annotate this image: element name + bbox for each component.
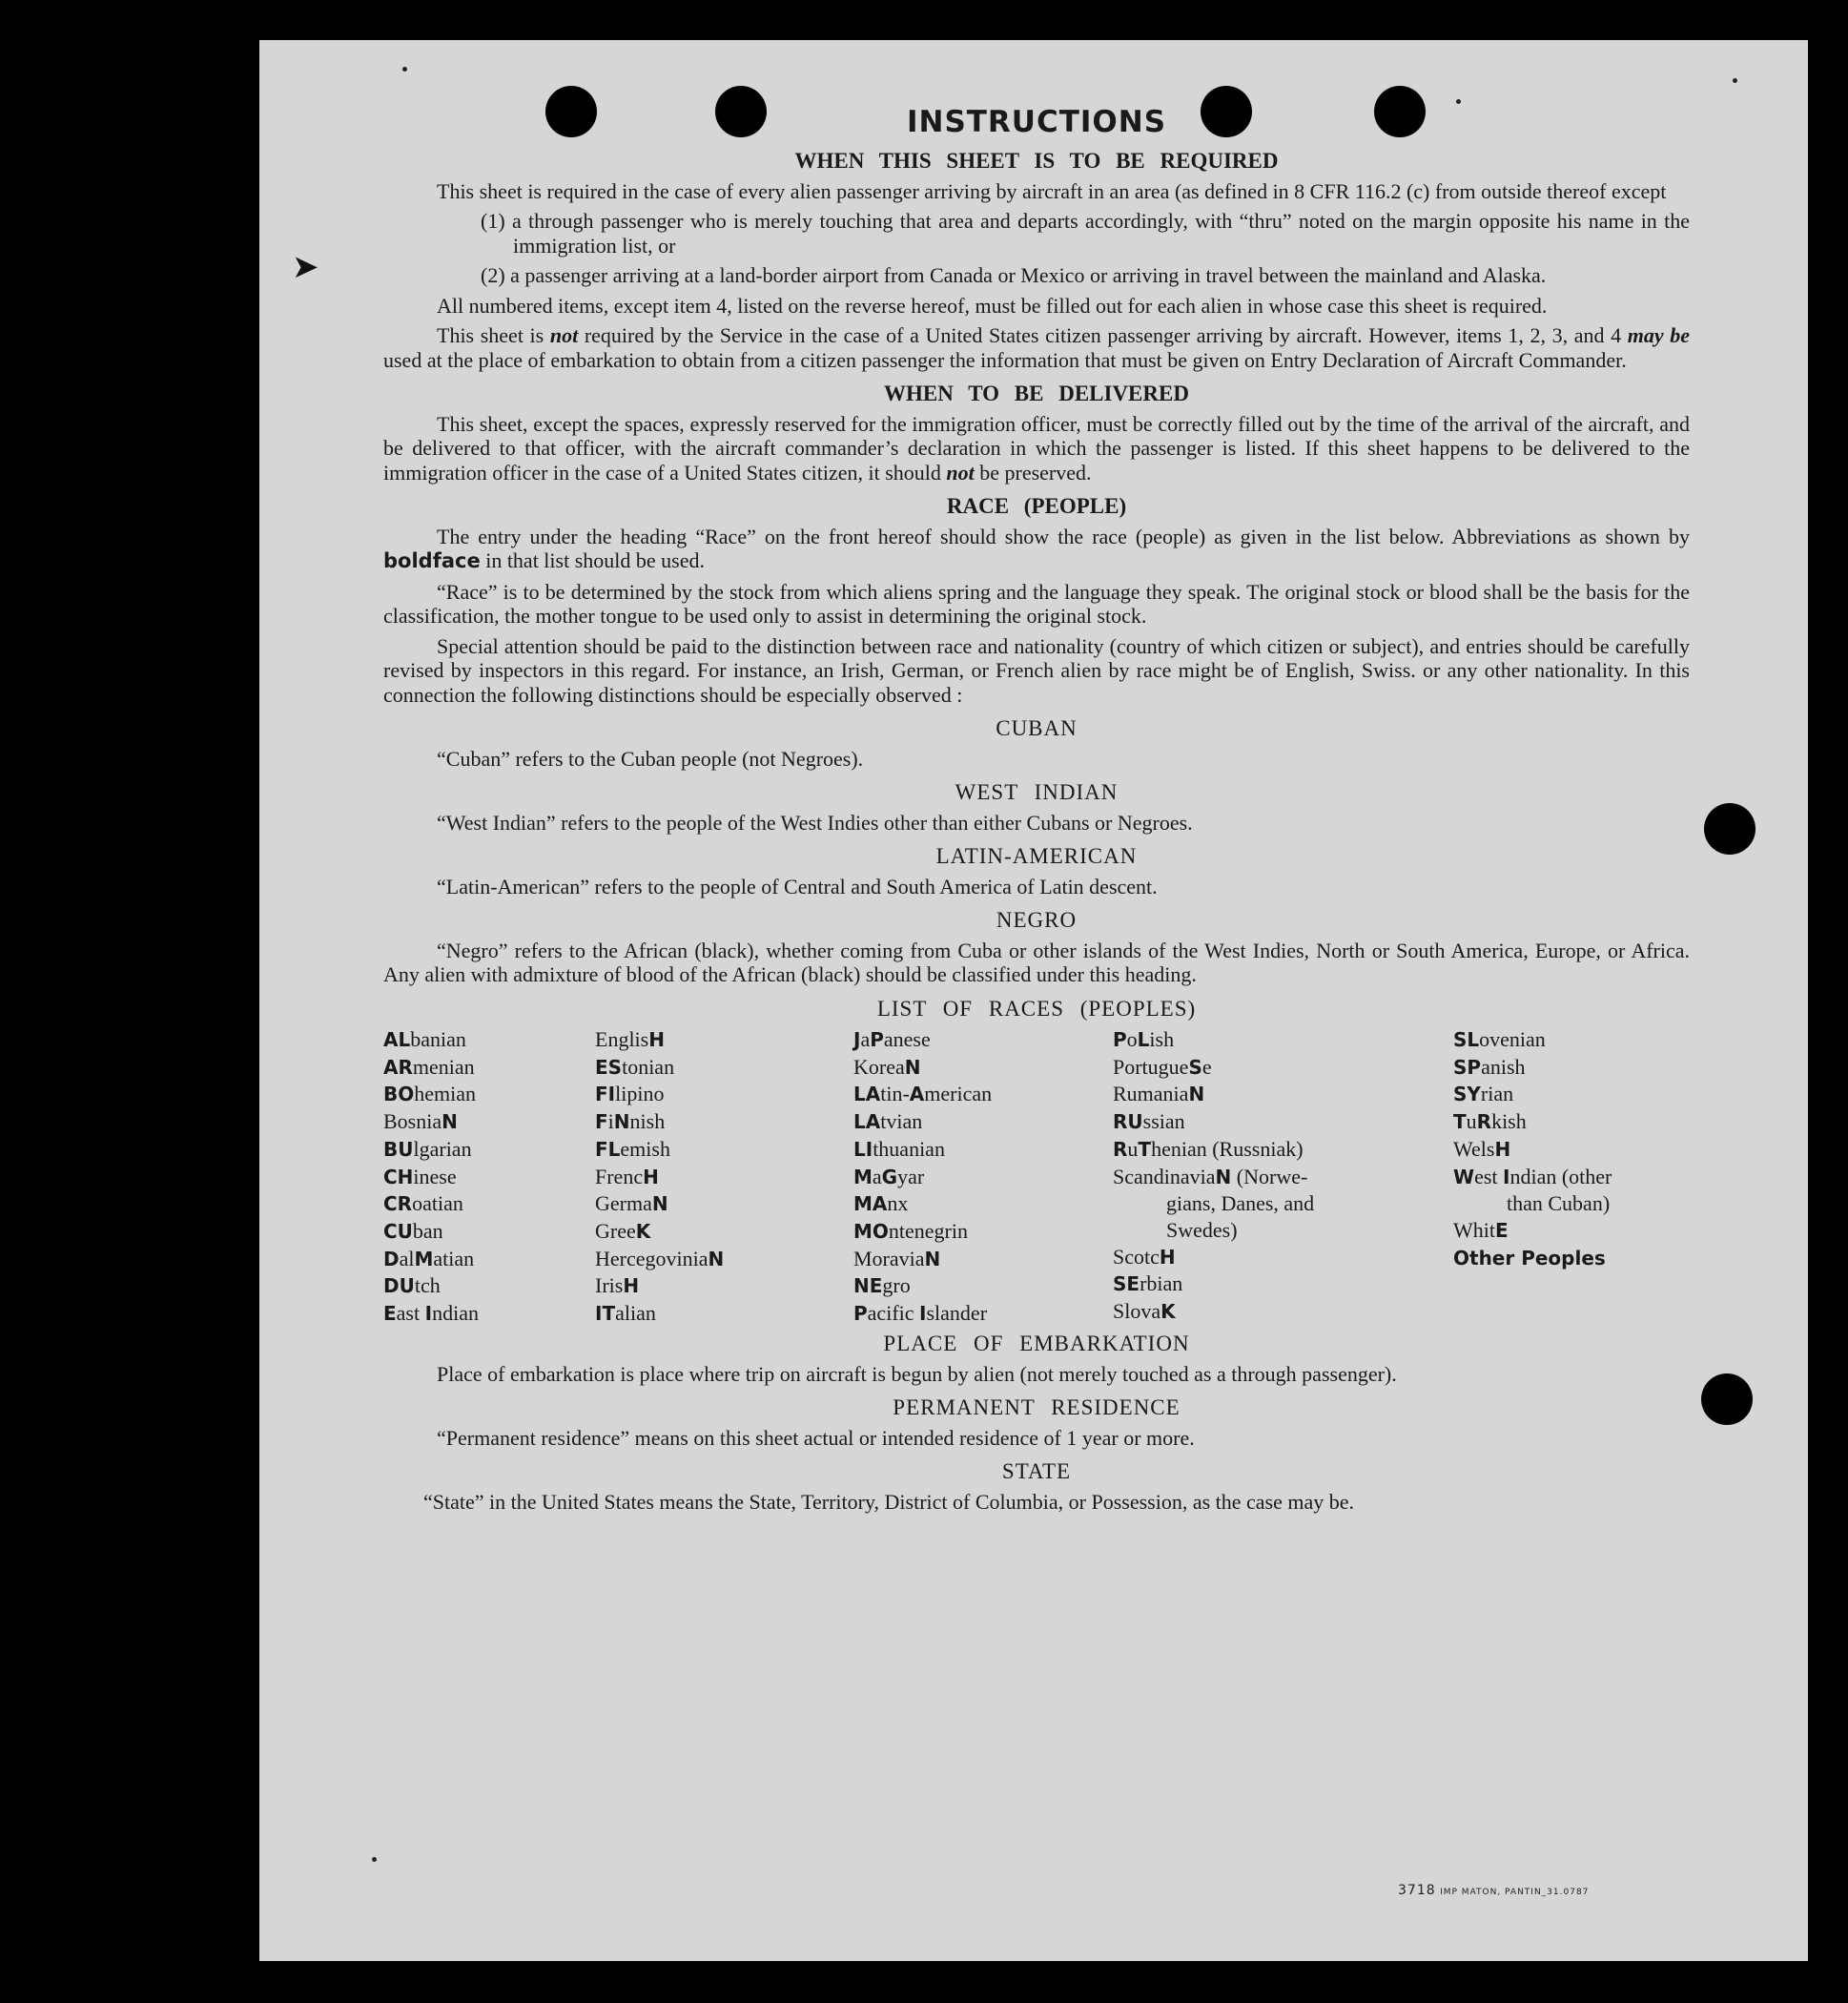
race-entry: East Indian <box>383 1301 479 1326</box>
text: used at the place of embarkation to obtain from a citizen passenger the information that must be given on Entry Declaration of Aircraft Commander. <box>383 347 1627 372</box>
paragraph: “Latin-American” refers to the people of Central and South America of Latin descent. <box>437 874 1158 898</box>
text: This sheet, except the spaces, expressly reserved for the immigration officer, must be correctly filled out by the time of the arrival of the aircraft, and be delivered to that officer, with the aircraft commander’s declaration in which the passenger is listed. If this sheet happens to be delivered to the immigration officer in the case of a United States citizen, it should <box>383 411 1690 485</box>
race-entry: BUlgarian <box>383 1136 472 1161</box>
race-entry: BOhemian <box>383 1082 477 1106</box>
race-entry: MoraviaN <box>853 1246 941 1270</box>
paragraph <box>383 412 1690 485</box>
paragraph: “Permanent residence” means on this sheet actual or intended residence of 1 year or more. <box>437 1425 1195 1450</box>
paragraph: Place of embarkation is place where trip on aircraft is begun by alien (not merely touched as a through passenger). <box>437 1361 1397 1386</box>
race-entry: ITalian <box>595 1301 656 1326</box>
race-entry: ScotcH <box>1113 1244 1176 1269</box>
race-entry: RUssian <box>1113 1109 1185 1134</box>
race-entry: LAtvian <box>853 1109 923 1134</box>
race-entry: ARmenian <box>383 1054 475 1079</box>
race-entry: LIthuanian <box>853 1136 945 1161</box>
race-entry: ALbanian <box>383 1027 466 1051</box>
emphasis: not <box>549 323 579 347</box>
paragraph: “Cuban” refers to the Cuban people (not Negroes). <box>437 746 864 771</box>
form-number: 3718 <box>1398 1883 1436 1898</box>
section-heading: CUBAN <box>996 716 1078 740</box>
race-entry: PortugueSe <box>1113 1054 1212 1079</box>
printer-mark <box>1398 1883 1589 1898</box>
paragraph: Special attention should be paid to the distinction between race and nationality (country of which citizen or subject), and entries should be carefully revised by inspectors in this regard. For instance, an Irish, German, or French alien by race might be of English, Swiss. or any other nationality. In this connection the following distinctions should be especially observed : <box>383 633 1690 707</box>
race-entry: RumaniaN <box>1113 1082 1205 1106</box>
race-entry: WelsH <box>1453 1136 1511 1161</box>
race-entry: JaPanese <box>853 1027 931 1051</box>
race-entry: ScandinaviaN (Norwe- <box>1113 1164 1308 1188</box>
race-entry: GermaN <box>595 1191 668 1216</box>
race-entry: SErbian <box>1113 1271 1183 1296</box>
text: in that list should be used. <box>480 548 705 572</box>
section-heading: RACE (PEOPLE) <box>946 494 1127 518</box>
instructions-content <box>383 105 1690 1519</box>
race-entry: GreeK <box>595 1218 651 1243</box>
races-column <box>383 1026 584 1328</box>
paragraph: “West Indian” refers to the people of the West Indies other than either Cubans or Negroes. <box>437 810 1193 835</box>
emphasis: not <box>946 460 975 485</box>
printer-name: IMP MATON, PANTIN_31.0787 <box>1440 1888 1590 1897</box>
race-entry: BosniaN <box>383 1109 458 1134</box>
section-heading: WEST INDIAN <box>955 780 1119 804</box>
race-entry: SLovenian <box>1453 1027 1546 1051</box>
race-entry: Swedes) <box>1166 1217 1238 1242</box>
speck <box>372 1857 377 1862</box>
punch-hole <box>1704 803 1756 855</box>
ink-mark: ➤ <box>292 250 319 285</box>
race-entry: TuRkish <box>1453 1109 1527 1134</box>
race-entry: MAnx <box>853 1191 909 1216</box>
punch-hole <box>1701 1373 1753 1425</box>
section-heading: WHEN THIS SHEET IS TO BE REQUIRED <box>794 149 1279 173</box>
list-item: (1) a through passenger who is merely touching that area and departs accordingly, with “thru” noted on the margin opposite his name in the immigration list, or <box>481 209 1690 258</box>
race-entry: CHinese <box>383 1164 457 1188</box>
paragraph: All numbered items, except item 4, listed on the reverse hereof, must be filled out for each alien in whose case this sheet is required. <box>437 293 1548 318</box>
race-entry: than Cuban) <box>1507 1191 1611 1216</box>
race-entry: DalMatian <box>383 1246 475 1270</box>
race-entry: MaGyar <box>853 1164 925 1188</box>
section-heading: LIST OF RACES (PEOPLES) <box>876 996 1197 1021</box>
document-page <box>259 40 1808 1961</box>
races-list <box>383 1026 1690 1326</box>
section-heading: PLACE OF EMBARKATION <box>883 1332 1190 1355</box>
speck <box>1456 99 1461 104</box>
race-entry: FLemish <box>595 1136 670 1161</box>
race-entry: PoLish <box>1113 1027 1175 1051</box>
speck <box>1733 78 1737 83</box>
race-entry: NEgro <box>853 1273 911 1298</box>
paragraph <box>383 323 1690 372</box>
speck <box>402 67 407 72</box>
emphasis: may be <box>1627 323 1690 347</box>
paragraph: “State” in the United States means the State, Territory, District of Columbia, or Possession, as the case may be. <box>423 1489 1355 1514</box>
paragraph <box>383 525 1690 574</box>
page-title: INSTRUCTIONS <box>906 105 1167 139</box>
races-column <box>1453 1026 1701 1271</box>
boldface-word: boldface <box>383 549 481 572</box>
section-heading: LATIN-AMERICAN <box>935 844 1138 868</box>
race-entry: West Indian (other <box>1453 1164 1612 1188</box>
text: This sheet is <box>437 323 550 347</box>
text: The entry under the heading “Race” on the front hereof should show the race (people) as given in the list below. Abbreviations as shown by <box>437 524 1690 548</box>
race-entry: FrencH <box>595 1164 659 1188</box>
race-entry: SlovaK <box>1113 1299 1176 1324</box>
race-entry: HercegoviniaN <box>595 1246 725 1270</box>
race-entry: SYrian <box>1453 1082 1514 1106</box>
section-heading: NEGRO <box>996 908 1078 932</box>
race-entry: CUban <box>383 1218 443 1243</box>
race-entry: WhitE <box>1453 1217 1509 1242</box>
section-heading: PERMANENT RESIDENCE <box>893 1395 1181 1419</box>
race-entry: KoreaN <box>853 1054 921 1079</box>
paragraph: “Negro” refers to the African (black), whether coming from Cuba or other islands of the West Indies, North or South America, Europe, or Africa. Any alien with admixture of blood of the African (black) should be classified under this heading. <box>383 938 1690 986</box>
section-heading: STATE <box>1001 1459 1072 1483</box>
race-entry: EnglisH <box>595 1027 665 1051</box>
race-entry: Other Peoples <box>1453 1246 1606 1270</box>
race-entry: Pacific Islander <box>853 1301 988 1326</box>
paragraph: This sheet is required in the case of every alien passenger arriving by aircraft in an area (as defined in 8 CFR 116.2 (c) from outside thereof except <box>437 178 1667 203</box>
text: required by the Service in the case of a United States citizen passenger arriving by aircraft. However, items 1, 2, 3, and 4 <box>578 323 1628 347</box>
race-entry: EStonian <box>595 1054 675 1079</box>
race-entry: FiNnish <box>595 1109 666 1134</box>
list-item: (2) a passenger arriving at a land-border airport from Canada or Mexico or arriving in travel between the mainland and Alaska. <box>481 263 1547 287</box>
section-heading: WHEN TO BE DELIVERED <box>884 382 1189 405</box>
race-entry: gians, Danes, and <box>1166 1191 1315 1216</box>
paragraph: “Race” is to be determined by the stock from which aliens spring and the language they speak. The original stock or blood shall be the basis for the classification, the mother tongue to be used only to assist in determining the original stock. <box>383 579 1690 628</box>
race-entry: CRoatian <box>383 1191 463 1216</box>
race-entry: DUtch <box>383 1273 441 1298</box>
race-entry: RuThenian (Russniak) <box>1113 1136 1304 1161</box>
race-entry: SPanish <box>1453 1054 1526 1079</box>
race-entry: LAtin-American <box>853 1082 993 1106</box>
text: be preserved. <box>974 460 1092 485</box>
races-column <box>595 1026 833 1328</box>
race-entry: MOntenegrin <box>853 1218 968 1243</box>
race-entry: FIlipino <box>595 1082 665 1106</box>
race-entry: IrisH <box>595 1273 640 1298</box>
races-column <box>1113 1026 1399 1326</box>
races-column <box>853 1026 1101 1328</box>
